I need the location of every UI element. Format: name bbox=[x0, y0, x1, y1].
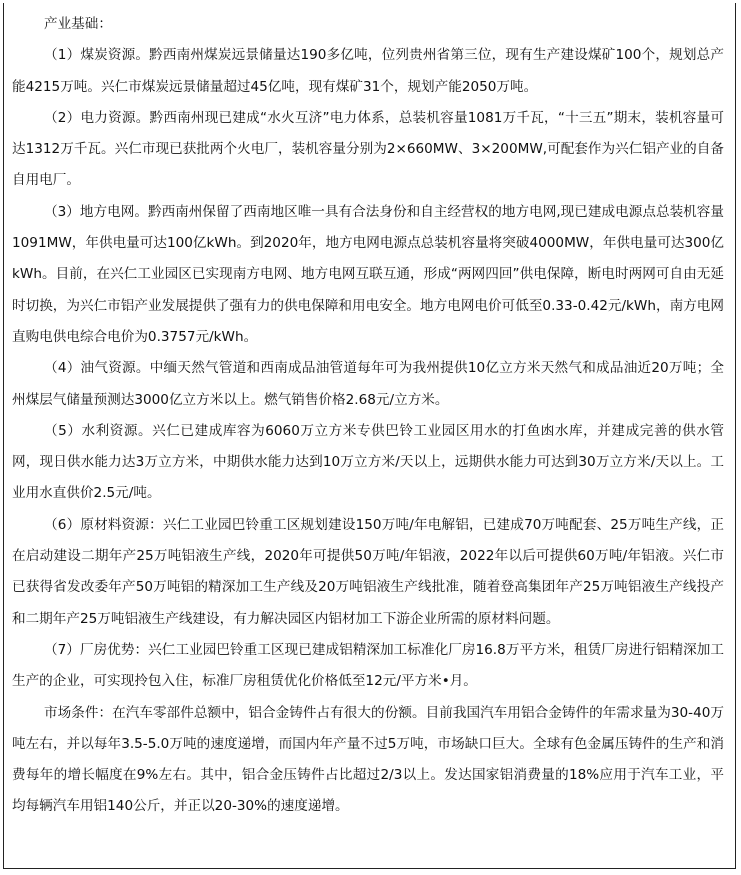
paragraph-local-grid: （3）地方电网。黔西南州保留了西南地区唯一具有合法身份和自主经营权的地方电网,现已建成电源点总装机容量1091MW，年供电量可达100亿kWh。到2020年，地方电网电源点总装机容量将突破4000MW，年供电量可达300亿kWh。目前，在兴仁工业园区已实现南方电网、地方电网互联互通，形成“两网四回”供电保障，断电时两网可自由无延时切换，为兴仁市铝产业发展提供了强有力的供电保障和用电安全。地方电网电价可低至0.33-0.42元/kWh，南方电网直购电供电综合电价为0.3757元/kWh。 bbox=[12, 203, 724, 345]
document-body bbox=[12, 9, 724, 823]
paragraph-water: （5）水利资源。兴仁已建成库容为6060万立方米专供巴铃工业园区用水的打鱼凼水库，并建成完善的供水管网，现日供水能力达3万立方米，中期供水能力达到10万立方米/天以上，远期供水能力可达到30万立方米/天以上。工业用水直供价2.5元/吨。 bbox=[12, 422, 724, 502]
paragraph-factory: （7）厂房优势：兴仁工业园巴铃重工区现已建成铝精深加工标准化厂房16.8万平方米，租赁厂房进行铝精深加工生产的企业，可实现拎包入住，标准厂房租赁优化价格低至12元/平方米•月。 bbox=[12, 641, 724, 690]
paragraph-market: 市场条件：在汽车零部件总额中，铝合金铸件占有很大的份额。目前我国汽车用铝合金铸件的年需求量为30-40万吨左右，并以每年3.5-5.0万吨的速度递增，而国内年产量不过5万吨，市场缺口巨大。全球有色金属压铸件的生产和消费每年的增长幅度在9%左右。其中，铝合金压铸件占比超过2/3以上。发达国家铝消费量的18%应用于汽车工业，平均每辆汽车用铝140公斤，并正以20-30%的速度递增。 bbox=[12, 704, 724, 815]
paragraph-coal: （1）煤炭资源。黔西南州煤炭远景储量达190多亿吨，位列贵州省第三位，现有生产建设煤矿100个，规划总产能4215万吨。兴仁市煤炭远景储量超过45亿吨，现有煤矿31个，规划产能2050万吨。 bbox=[12, 47, 724, 95]
paragraph-raw-materials: （6）原材料资源：兴仁工业园巴铃重工区规划建设150万吨/年电解铝，已建成70万吨配套、25万吨生产线，正在启动建设二期年产25万吨铝液生产线，2020年可提供50万吨/年铝液，2022年以后可提供60万吨/年铝液。兴仁市已获得省发改委年产50万吨铝的精深加工生产线及20万吨铝液生产线批准，随着登高集团年产25万吨铝液生产线投产和二期年产25万吨铝液生产线建设，有力解决园区内铝材加工下游企业所需的原材料问题。 bbox=[12, 516, 724, 627]
section-heading: 产业基础： bbox=[44, 16, 112, 32]
paragraph-power: （2）电力资源。黔西南州现已建成“水火互济”电力体系，总装机容量1081万千瓦，“十三五”期末，装机容量可达1312万千瓦。兴仁市现已获批两个火电厂，装机容量分别为2×660MW、3×200MW,可配套作为兴仁铝产业的自备自用电厂。 bbox=[12, 109, 724, 189]
paragraph-oil-gas: （4）油气资源。中缅天然气管道和西南成品油管道每年可为我州提供10亿立方米天然气和成品油近20万吨；全州煤层气储量预测达3000亿立方米以上。燃气销售价格2.68元/立方米。 bbox=[12, 360, 724, 408]
